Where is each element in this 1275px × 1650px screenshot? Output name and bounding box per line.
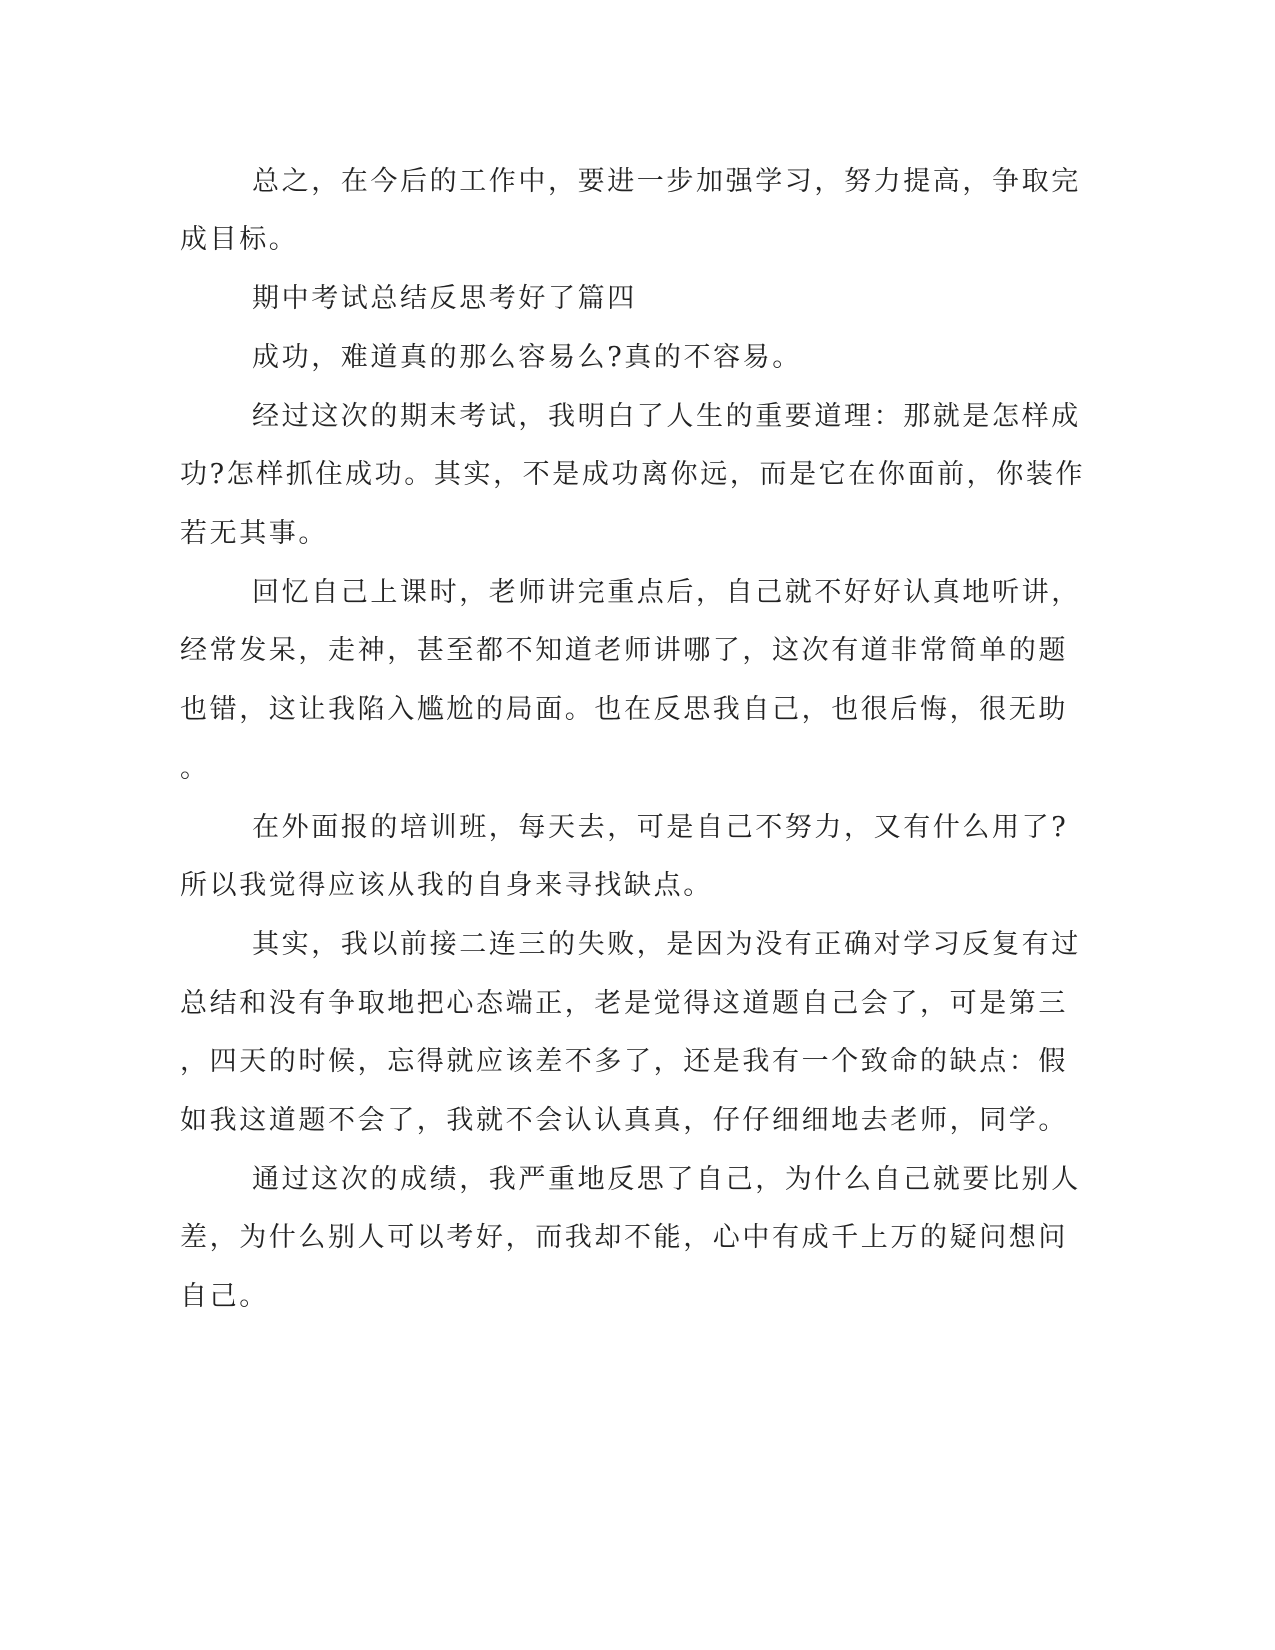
text-line: 差，为什么别人可以考好，而我却不能，心中有成千上万的疑问想问 bbox=[180, 1222, 1068, 1253]
text-line: 其实，我以前接二连三的失败，是因为没有正确对学习反复有过 bbox=[252, 929, 1081, 960]
text-line: 自己。 bbox=[180, 1281, 269, 1312]
text-line: 通过这次的成绩，我严重地反思了自己，为什么自己就要比别人 bbox=[252, 1164, 1081, 1195]
text-line: 成功，难道真的那么容易么?真的不容易。 bbox=[252, 342, 802, 373]
text-line: 成目标。 bbox=[180, 224, 299, 255]
text-line: 。 bbox=[180, 753, 210, 784]
text-line: 回忆自己上课时，老师讲完重点后，自己就不好好认真地听讲， bbox=[252, 577, 1081, 608]
text-line: 所以我觉得应该从我的自身来寻找缺点。 bbox=[180, 870, 713, 901]
text-line: 总结和没有争取地把心态端正，老是觉得这道题自己会了，可是第三 bbox=[180, 988, 1068, 1019]
section-heading: 期中考试总结反思考好了篇四 bbox=[252, 283, 637, 314]
text-line: 在外面报的培训班，每天去，可是自己不努力，又有什么用了? bbox=[252, 812, 1069, 843]
text-line: 如我这道题不会了，我就不会认认真真，仔仔细细地去老师，同学。 bbox=[180, 1105, 1068, 1136]
text-line: 经常发呆，走神，甚至都不知道老师讲哪了，这次有道非常简单的题 bbox=[180, 635, 1068, 666]
text-line: 总之，在今后的工作中，要进一步加强学习，努力提高，争取完 bbox=[252, 166, 1081, 197]
text-line: 若无其事。 bbox=[180, 518, 328, 549]
text-line: 经过这次的期末考试，我明白了人生的重要道理：那就是怎样成 bbox=[252, 401, 1081, 432]
text-line: 也错，这让我陷入尴尬的局面。也在反思我自己，也很后悔，很无助 bbox=[180, 694, 1068, 725]
text-line: ，四天的时候，忘得就应该差不多了，还是我有一个致命的缺点：假 bbox=[180, 1046, 1068, 1077]
text-line: 功?怎样抓住成功。其实，不是成功离你远，而是它在你面前，你装作 bbox=[180, 459, 1086, 490]
